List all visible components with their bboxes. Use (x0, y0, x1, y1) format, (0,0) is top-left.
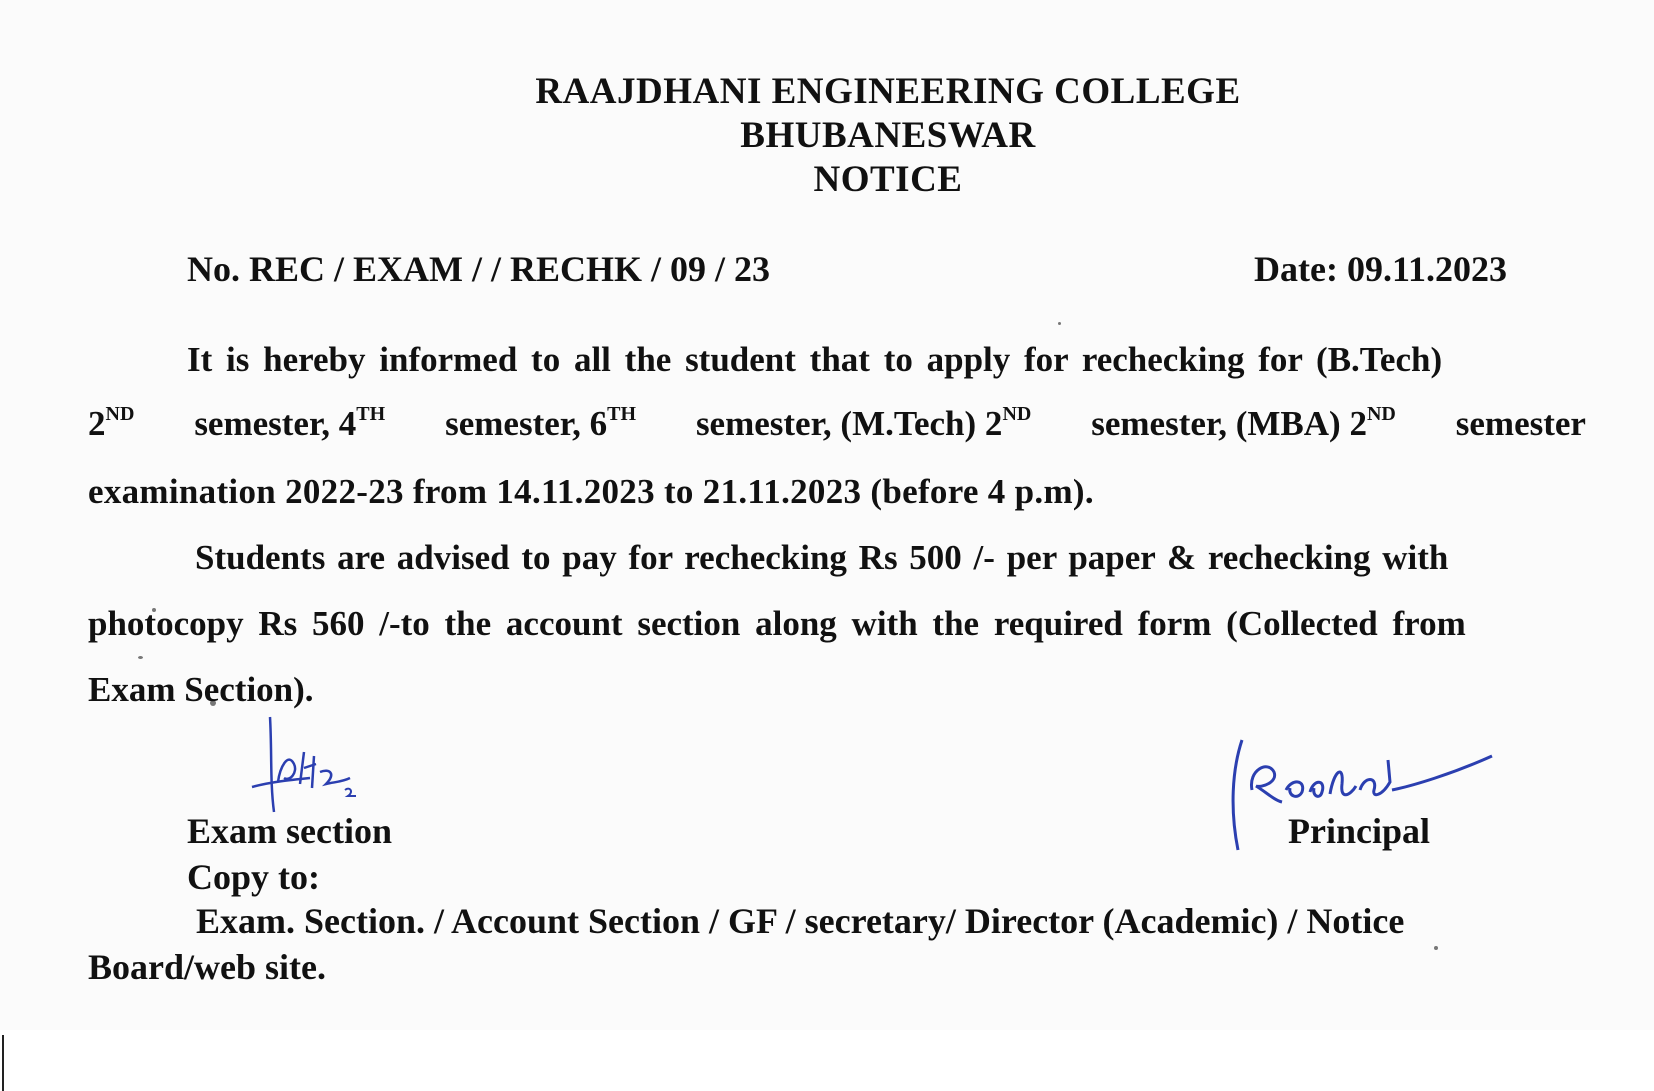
paragraph-1-line-2-segment (1456, 404, 1586, 444)
paragraph-1-line-2-segment (445, 404, 636, 444)
college-city: BHUBANESWAR (740, 115, 1036, 156)
paragraph-1-line-3: examination 2022-23 from 14.11.2023 to 21.11.2023 (before 4 p.m). (88, 472, 1094, 511)
paragraph-2-line-2: photocopy Rs 560 /-to the account section along with the required form (Collected from (88, 604, 1466, 643)
exam-section-signature (250, 712, 380, 822)
notice-title: NOTICE (813, 159, 963, 200)
scan-speck (138, 656, 143, 659)
paragraph-1-line-2-segment (88, 404, 134, 444)
scan-margin (0, 1030, 1654, 1091)
paragraph-2-line-3: Exam Section). (88, 670, 314, 709)
copy-to-label: Copy to: (187, 857, 320, 897)
copy-to-line-2: Board/web site. (88, 947, 326, 987)
paragraph-1-line-2-segment (696, 404, 1031, 444)
paragraph-1-line-1-text: It is hereby informed to all the student that to apply for rechecking for (B.Tech) (187, 340, 1443, 379)
segment-superscript: TH (607, 403, 637, 425)
segment-superscript: ND (1366, 403, 1396, 425)
exam-section-label: Exam section (187, 811, 392, 851)
principal-label: Principal (1288, 811, 1430, 851)
segment-superscript: TH (356, 403, 386, 425)
scan-edge-mark (2, 1035, 4, 1091)
paragraph-2-line-1: Students are advised to pay for rechecking Rs 500 /- per paper & rechecking with (195, 538, 1449, 577)
paragraph-1-line-2-segment (194, 404, 385, 444)
segment-text: 2 (88, 404, 106, 443)
segment-text: semester, (M.Tech) 2 (695, 404, 1003, 443)
reference-number: No. REC / EXAM / / RECHK / 09 / 23 (187, 249, 771, 289)
segment-text: semester, 6 (445, 404, 608, 443)
paragraph-1-line-2-segment (1091, 404, 1396, 444)
scan-speck (1434, 946, 1438, 950)
segment-text: semester, (MBA) 2 (1091, 404, 1367, 443)
college-name: RAAJDHANI ENGINEERING COLLEGE (535, 71, 1241, 112)
scan-speck (1058, 322, 1061, 325)
paragraph-1-line-1 (187, 340, 1586, 380)
segment-superscript: ND (105, 403, 135, 425)
segment-superscript: ND (1002, 403, 1032, 425)
segment-text: semester, 4 (194, 404, 357, 443)
notice-date: Date: 09.11.2023 (1254, 249, 1507, 289)
paragraph-1-line-2 (88, 404, 1586, 444)
segment-text: semester (1455, 404, 1586, 443)
copy-to-line-1: Exam. Section. / Account Section / GF / secretary/ Director (Academic) / Notice (196, 901, 1405, 941)
